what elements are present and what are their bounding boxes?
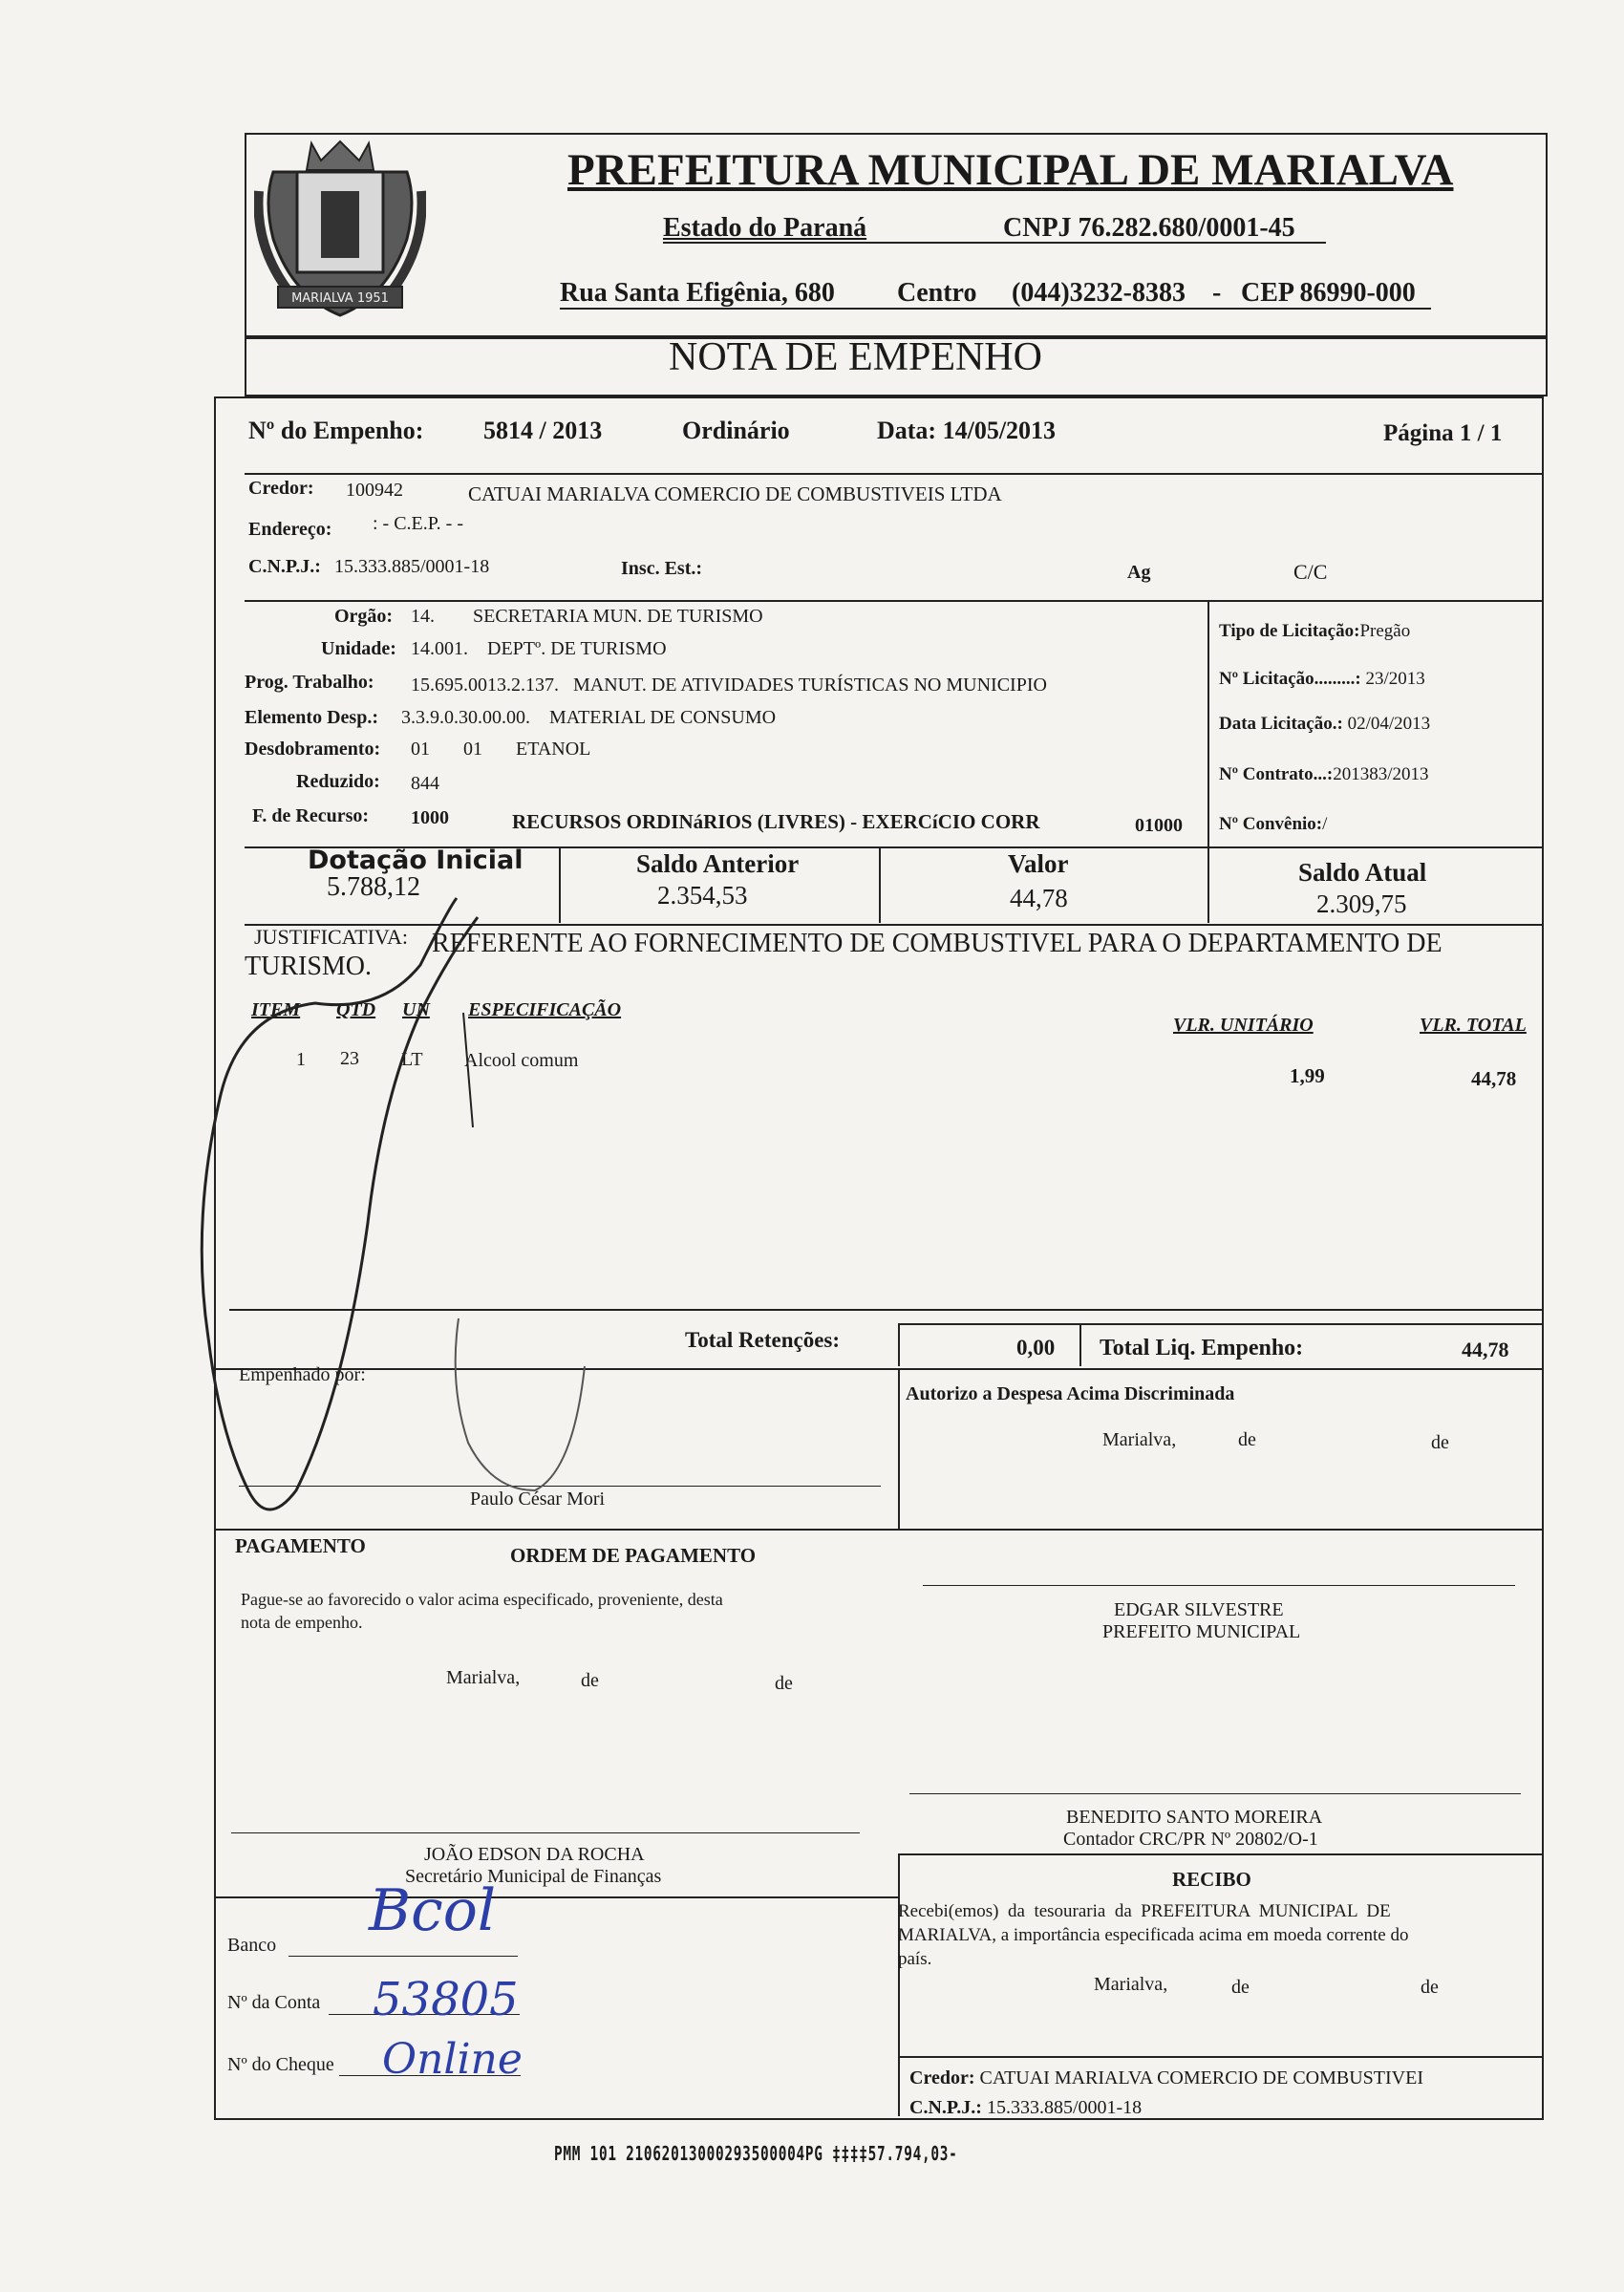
- pagamento-city: Marialva,: [446, 1667, 521, 1688]
- address-underline: [560, 308, 1431, 310]
- fonte-code: 1000: [411, 807, 449, 828]
- credor-code: 100942: [346, 480, 403, 501]
- autorizo-de-1: de: [1238, 1429, 1256, 1450]
- saldo-anterior-value: 2.354,53: [657, 881, 748, 910]
- banco-line: [288, 1956, 518, 1957]
- prefeito-role: PREFEITO MUNICIPAL: [1102, 1621, 1301, 1642]
- dotacao-label: Dotação Inicial: [308, 846, 524, 875]
- retencoes-value: 0,00: [1016, 1336, 1056, 1360]
- orgao-value: 14. SECRETARIA MUN. DE TURISMO: [411, 606, 763, 627]
- header-dash: -: [1212, 278, 1222, 308]
- saldo-atual-value: 2.309,75: [1316, 889, 1407, 918]
- page-number: Página 1 / 1: [1383, 420, 1503, 446]
- divider: [1207, 602, 1209, 846]
- footer-cnpj-label: C.N.P.J.:: [909, 2097, 982, 2118]
- fonte-label: F. de Recurso:: [252, 805, 370, 826]
- recibo-de-1: de: [1231, 1977, 1250, 1998]
- divider: [898, 1323, 900, 1366]
- signature-line: [231, 1832, 860, 1833]
- divider: [898, 1368, 900, 1531]
- licitacao-convenio: [1219, 814, 1327, 835]
- credor-name: CATUAI MARIALVA COMERCIO DE COMBUSTIVEIS LTDA: [468, 482, 1002, 505]
- empenho-num: 5814 / 2013: [483, 417, 603, 444]
- address-label: Endereço:: [248, 519, 332, 540]
- recibo-city: Marialva,: [1094, 1974, 1168, 1995]
- doc-title: NOTA DE EMPENHO: [669, 335, 1042, 379]
- col-header-total: VLR. TOTAL: [1420, 1015, 1527, 1036]
- recibo-label: RECIBO: [1172, 1868, 1251, 1891]
- contador-role: Contador CRC/PR Nº 20802/O-1: [1063, 1829, 1318, 1850]
- licitacao-contrato-value: 201383/2013: [1333, 764, 1429, 784]
- credor-cnpj: 15.333.885/0001-18: [334, 556, 490, 577]
- licitacao-convenio-value: /: [1322, 814, 1328, 834]
- fonte-desc: RECURSOS ORDINáRIOS (LIVRES) - EXERCíCIO CORR: [512, 810, 1040, 833]
- col-header-item: ITEM: [251, 999, 301, 1020]
- liquido-value: 44,78: [1462, 1338, 1509, 1361]
- retencoes-label: Total Retenções:: [685, 1328, 841, 1352]
- elemento-label: Elemento Desp.:: [245, 707, 378, 728]
- insc-est-label: Insc. Est.:: [621, 558, 703, 579]
- svg-text:MARIALVA 1951: MARIALVA 1951: [291, 291, 389, 306]
- divider: [1079, 1323, 1081, 1366]
- autorizo-city: Marialva,: [1102, 1429, 1177, 1450]
- pagamento-text-2: nota de empenho.: [241, 1613, 363, 1632]
- address-value: : - C.E.P. - -: [373, 513, 463, 534]
- empenhado-name: Paulo César Mori: [470, 1489, 606, 1510]
- desdobramento-value: 01 01 ETANOL: [411, 739, 591, 760]
- licitacao-contrato-label: Nº Contrato...:: [1219, 764, 1334, 784]
- col-header-unit: VLR. UNITÁRIO: [1173, 1015, 1314, 1036]
- secretario-role: Secretário Municipal de Finanças: [405, 1866, 662, 1887]
- valor-label: Valor: [1008, 849, 1069, 878]
- footer-cnpj-value: 15.333.885/0001-18: [986, 2097, 1143, 2118]
- divider: [214, 1529, 1542, 1531]
- saldo-atual-label: Saldo Atual: [1298, 858, 1427, 887]
- desdobramento-label: Desdobramento:: [245, 739, 381, 760]
- conta-label: Nº da Conta: [227, 1992, 321, 2013]
- recibo-text-3: país.: [898, 1949, 932, 1969]
- licitacao-data: [1219, 714, 1430, 735]
- footer-cnpj: [909, 2097, 1142, 2119]
- signature-line: [239, 1486, 881, 1487]
- divider: [229, 1309, 1544, 1311]
- licitacao-data-label: Data Licitação.:: [1219, 714, 1343, 734]
- justificativa-text: REFERENTE AO FORNECIMENTO DE COMBUSTIVEL PARA O DEPARTAMENTO DE: [432, 929, 1442, 958]
- dotacao-value: 5.788,12: [327, 872, 420, 902]
- licitacao-num: [1219, 669, 1425, 690]
- orgao-label: Orgão:: [334, 606, 394, 627]
- recibo-text: Recebi(emos) da tesouraria da PREFEITURA MUNICIPAL DE: [898, 1901, 1391, 1921]
- page-title: PREFEITURA MUNICIPAL DE MARIALVA: [567, 145, 1454, 195]
- credor-label: Credor:: [248, 478, 314, 499]
- prefeito-name: EDGAR SILVESTRE: [1114, 1599, 1284, 1620]
- divider: [879, 846, 881, 923]
- phone-label: (044)3232-8383: [1012, 278, 1186, 308]
- divider: [898, 2056, 1542, 2058]
- district-label: Centro: [897, 278, 977, 308]
- table-row-unit: 1,99: [1290, 1064, 1325, 1087]
- table-row-un: LT: [401, 1049, 423, 1070]
- licitacao-data-value: 02/04/2013: [1347, 714, 1431, 734]
- empenhado-label: Empenhado por:: [239, 1364, 366, 1385]
- divider: [214, 1368, 1542, 1370]
- signature-line: [909, 1793, 1521, 1794]
- licitacao-num-label: Nº Licitação.........:: [1219, 669, 1361, 689]
- licitacao-tipo-label: Tipo de Licitação:: [1219, 621, 1360, 641]
- autorizo-de-2: de: [1431, 1432, 1449, 1453]
- contador-name: BENEDITO SANTO MOREIRA: [1066, 1807, 1323, 1828]
- licitacao-tipo: [1219, 621, 1410, 642]
- empenho-type: Ordinário: [682, 417, 790, 444]
- licitacao-tipo-value: Pregão: [1359, 621, 1411, 641]
- banco-label: Banco: [227, 1935, 277, 1956]
- signature-line: [923, 1585, 1515, 1586]
- footer-credor-label: Credor:: [909, 2067, 975, 2089]
- unidade-value: 14.001. DEPTº. DE TURISMO: [411, 638, 667, 659]
- credor-cnpj-label: C.N.P.J.:: [248, 556, 321, 577]
- justificativa-text-2: TURISMO.: [245, 952, 373, 981]
- municipal-crest-icon: [254, 134, 426, 334]
- reduzido-value: 844: [411, 773, 439, 794]
- state-label: Estado do Paraná: [663, 213, 867, 243]
- divider: [245, 924, 1544, 926]
- col-header-qtd: QTD: [336, 999, 376, 1020]
- valor-value: 44,78: [1010, 884, 1068, 912]
- col-header-spec: ESPECIFICAÇÃO: [468, 999, 622, 1020]
- pagamento-text: Pague-se ao favorecido o valor acima especificado, proveniente, desta: [241, 1590, 723, 1609]
- autorizo-label: Autorizo a Despesa Acima Discriminada: [906, 1383, 1235, 1404]
- recibo-text-2: MARIALVA, a importância especificada acima em moeda corrente do: [898, 1925, 1409, 1945]
- divider: [898, 1853, 1542, 1855]
- banco-handwriting: Bcol: [369, 1877, 497, 1944]
- pagamento-de-2: de: [775, 1673, 793, 1694]
- fonte-num: 01000: [1135, 815, 1183, 836]
- divider: [1207, 846, 1209, 923]
- table-row-spec: Alcool comum: [464, 1050, 579, 1071]
- divider: [559, 846, 561, 923]
- licitacao-num-value: 23/2013: [1365, 669, 1425, 689]
- unidade-label: Unidade:: [321, 638, 396, 659]
- ordem-label: ORDEM DE PAGAMENTO: [510, 1544, 757, 1567]
- pagamento-de-1: de: [581, 1670, 599, 1691]
- footer-credor: [909, 2067, 1423, 2089]
- prog-label: Prog. Trabalho:: [245, 672, 374, 693]
- pagamento-label: PAGAMENTO: [235, 1534, 366, 1557]
- street-label: Rua Santa Efigênia, 680: [560, 278, 835, 308]
- footer-credor-name: CATUAI MARIALVA COMERCIO DE COMBUSTIVEI: [979, 2067, 1423, 2089]
- table-row-qtd: 23: [340, 1048, 359, 1069]
- saldo-anterior-label: Saldo Anterior: [636, 849, 800, 878]
- bank-stamp: PMM 101 21062013000293500004PG ‡‡‡‡57.794,03-: [554, 2142, 958, 2165]
- table-row-item: 1: [296, 1049, 306, 1070]
- liquido-label: Total Liq. Empenho:: [1100, 1336, 1304, 1360]
- table-row-total: 44,78: [1471, 1067, 1517, 1090]
- secretario-name: JOÃO EDSON DA ROCHA: [424, 1844, 645, 1865]
- cheque-label: Nº do Cheque: [227, 2054, 334, 2075]
- cc-label: C/C: [1293, 560, 1328, 584]
- conta-handwriting: 53805: [373, 1973, 519, 2026]
- divider: [245, 600, 1544, 602]
- reduzido-label: Reduzido:: [296, 771, 380, 792]
- divider: [214, 1896, 898, 1898]
- justificativa-label: JUSTIFICATIVA:: [254, 925, 408, 949]
- divider: [898, 1323, 1544, 1325]
- recibo-de-2: de: [1421, 1977, 1439, 1998]
- empenho-date: Data: 14/05/2013: [877, 417, 1057, 444]
- col-header-un: UN: [402, 999, 430, 1020]
- ag-label: Ag: [1127, 562, 1151, 583]
- divider: [245, 473, 1544, 475]
- licitacao-convenio-label: Nº Convênio:: [1219, 814, 1323, 834]
- licitacao-contrato: [1219, 764, 1428, 785]
- cheque-handwriting: Online: [382, 2035, 523, 2084]
- prog-value: 15.695.0013.2.137. MANUT. DE ATIVIDADES TURÍSTICAS NO MUNICIPIO: [411, 675, 1047, 696]
- empenho-num-label: Nº do Empenho:: [248, 417, 424, 444]
- cep-label: CEP 86990-000: [1241, 278, 1416, 308]
- divider: [898, 1853, 900, 2116]
- cnpj-label: CNPJ 76.282.680/0001-45: [1003, 213, 1295, 243]
- elemento-value: 3.3.9.0.30.00.00. MATERIAL DE CONSUMO: [401, 707, 777, 728]
